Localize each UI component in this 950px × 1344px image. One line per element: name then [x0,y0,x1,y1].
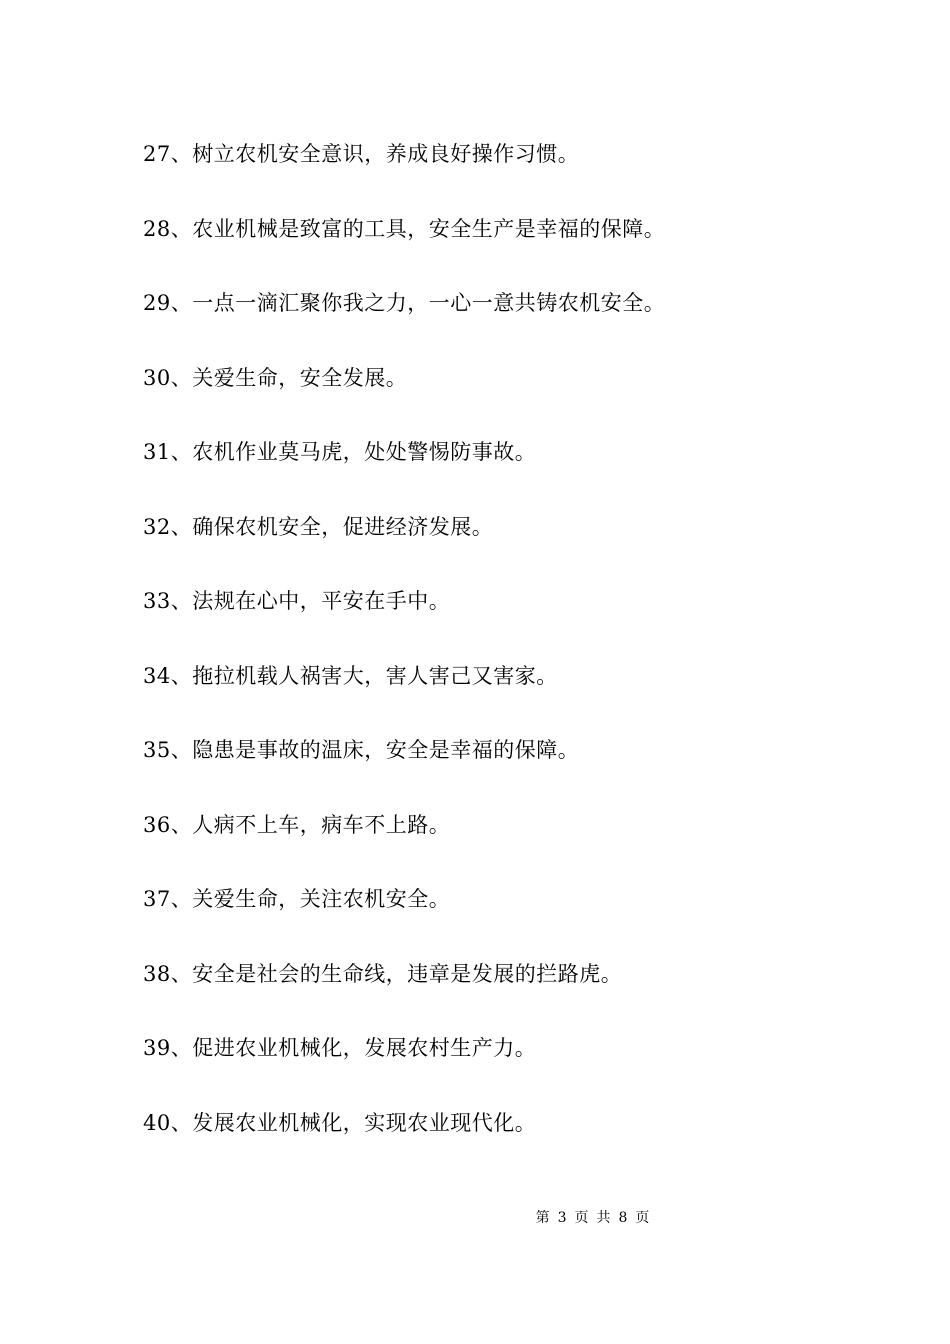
slogan-item: 30、关爱生命，安全发展。 [143,365,408,390]
slogan-list [143,136,665,1179]
footer-current-page: 3 [557,1210,567,1226]
slogan-item: 33、法规在心中，平安在手中。 [143,589,451,613]
slogan-item: 36、人病不上车，病车不上路。 [143,812,451,837]
slogan-item: 38、安全是社会的生命线，违章是发展的拦路虎。 [143,961,623,986]
slogan-item: 39、促进农业机械化，发展农村生产力。 [143,1036,537,1060]
footer-page-word-2: 页 [635,1210,650,1226]
slogan-item: 40、发展农业机械化，实现农业现代化。 [143,1110,537,1135]
slogan-item: 31、农机作业莫马虎，处处警惕防事故。 [143,440,537,464]
slogan-item: 34、拖拉机载人祸害大，害人害己又害家。 [143,663,558,688]
slogan-item: 32、确保农机安全，促进经济发展。 [143,514,494,539]
page-footer [0,1206,950,1230]
slogan-item: 27、树立农机安全意识，养成良好操作习惯。 [143,142,580,166]
slogan-item: 37、关爱生命，关注农机安全。 [143,887,451,911]
footer-total-word: 共 [596,1210,611,1226]
slogan-item: 35、隐患是事故的温床，安全是幸福的保障。 [143,738,580,762]
footer-page-word: 页 [574,1210,589,1226]
footer-total-pages: 8 [618,1210,628,1226]
slogan-item: 28、农业机械是致富的工具，安全生产是幸福的保障。 [143,216,666,241]
footer-prefix: 第 [535,1210,550,1226]
slogan-item: 29、一点一滴汇聚你我之力，一心一意共铸农机安全。 [143,291,666,315]
